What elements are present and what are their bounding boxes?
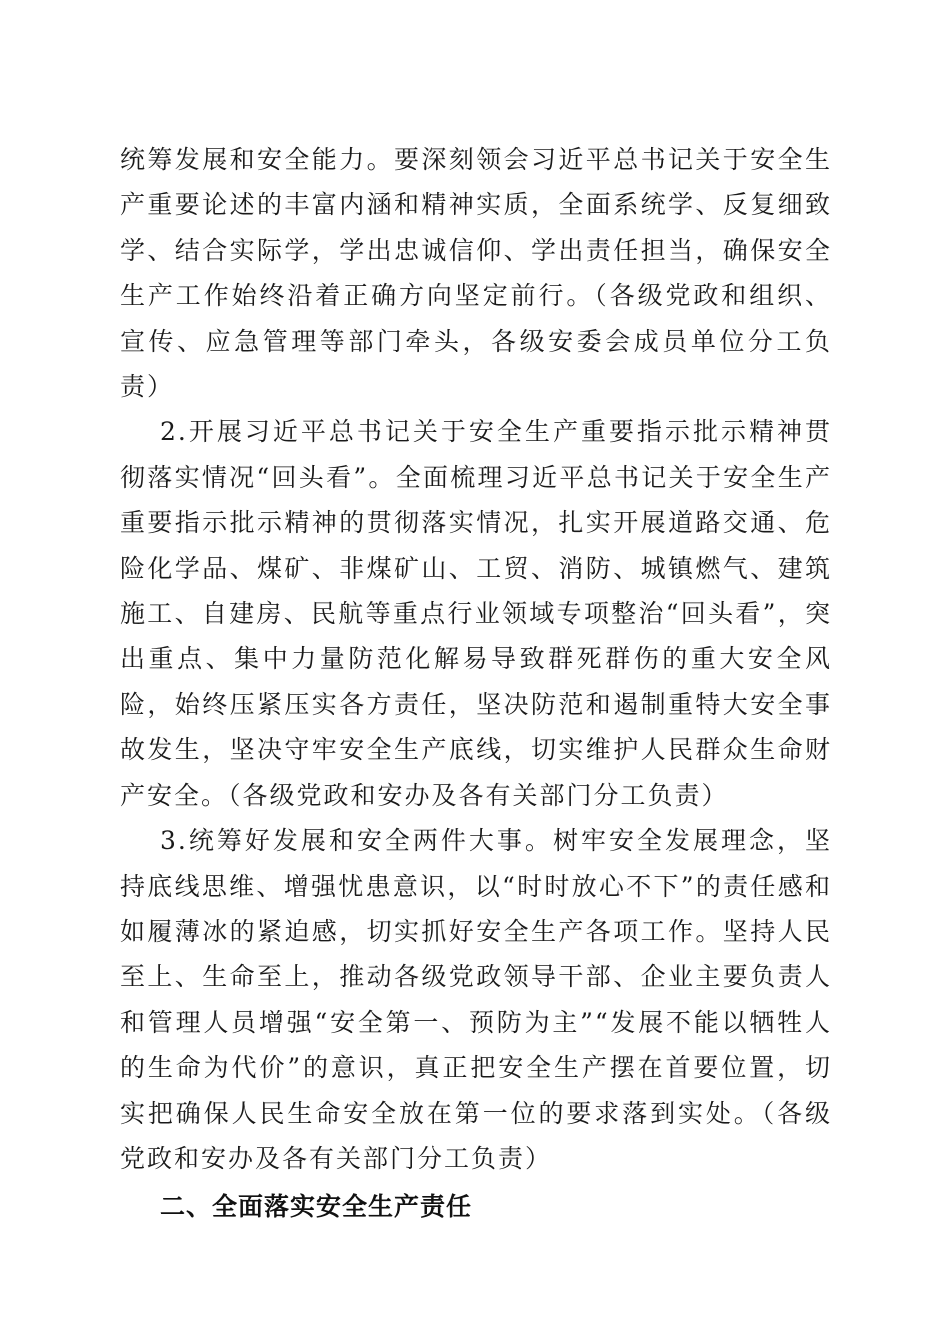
document-body bbox=[120, 137, 832, 1229]
paragraph-continuation: 统筹发展和安全能力。要深刻领会习近平总书记关于安全生产重要论述的丰富内涵和精神实质，全面系统学、反复细致学、结合实际学，学出忠诚信仰、学出责任担当，确保安全生产工作始终沿着正确方向坚定前行。（各级党政和组织、宣传、应急管理等部门牵头，各级安委会成员单位分工负责） bbox=[120, 145, 832, 402]
paragraph-item-3: 3.统筹好发展和安全两件大事。树牢安全发展理念，坚持底线思维、增强忧患意识，以“时时放心不下”的责任感和如履薄冰的紧迫感，切实抓好安全生产各项工作。坚持人民至上、生命至上，推动各级党政领导干部、企业主要负责人和管理人员增强“安全第一、预防为主”“发展不能以牺牲人的生命为代价”的意识，真正把安全生产摆在首要位置，切实把确保人民生命安全放在第一位的要求落到实处。（各级党政和安办及各有关部门分工负责） bbox=[120, 826, 832, 1173]
paragraph-item-2: 2.开展习近平总书记关于安全生产重要指示批示精神贯彻落实情况“回头看”。全面梳理习近平总书记关于安全生产重要指示批示精神的贯彻落实情况，扎实开展道路交通、危险化学品、煤矿、非煤矿山、工贸、消防、城镇燃气、建筑施工、自建房、民航等重点行业领域专项整治“回头看”，突出重点、集中力量防范化解易导致群死群伤的重大安全风险，始终压紧压实各方责任，坚决防范和遏制重特大安全事故发生，坚决守牢安全生产底线，切实维护人民群众生命财产安全。（各级党政和安办及各有关部门分工负责） bbox=[120, 417, 832, 810]
section-heading: 二、全面落实安全生产责任 bbox=[160, 1192, 473, 1222]
